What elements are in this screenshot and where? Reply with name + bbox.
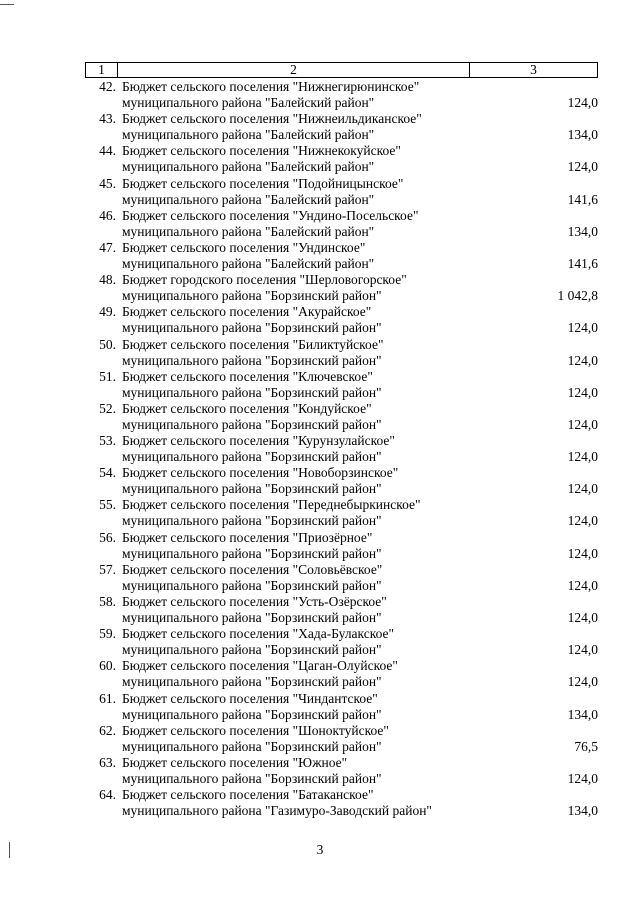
row-title-line2: муниципального района "Борзинский район": [122, 545, 382, 561]
page-number: 3: [316, 842, 324, 857]
row-title-line1: Бюджет сельского поселения "Курунзулайское": [122, 433, 395, 449]
row-amount: 134,0: [567, 706, 598, 722]
table-row: [0, 497, 640, 529]
row-amount: 124,0: [567, 610, 598, 625]
row-title-line1: Бюджет сельского поселения "Южное": [122, 754, 348, 770]
header-col-2: 2: [118, 63, 470, 78]
row-number: 51.: [99, 368, 116, 384]
table-row: [0, 79, 640, 111]
row-amount: 141,6: [567, 255, 598, 271]
row-title-line2: муниципального района "Борзинский район": [122, 706, 382, 722]
row-number: 53.: [99, 433, 116, 449]
row-title-line1: Бюджет сельского поселения "Батаканское": [122, 787, 374, 803]
row-amount: 76,5: [574, 738, 598, 754]
row-title-line1: Бюджет сельского поселения "Новоборзинское": [122, 465, 399, 481]
row-title-line2: муниципального района "Борзинский район": [122, 577, 382, 593]
table-row: [0, 530, 640, 562]
row-title-line2: муниципального района "Борзинский район": [122, 320, 382, 336]
row-number: 46.: [99, 207, 116, 223]
table-row: [0, 304, 640, 336]
table-row: [0, 658, 640, 690]
row-title-line1: Бюджет сельского поселения "Усть-Озёрское": [122, 594, 387, 609]
row-title-line1: Бюджет сельского поселения "Кондуйское": [122, 400, 372, 416]
row-number: 48.: [99, 272, 116, 288]
row-amount: 1 042,8: [557, 288, 598, 304]
row-title-line2: муниципального района "Газимуро-Заводский район": [122, 803, 432, 819]
table-row: [0, 369, 640, 401]
row-title-line2: муниципального района "Борзинский район": [122, 610, 382, 625]
row-amount: 134,0: [567, 803, 598, 819]
row-title-line1: Бюджет сельского поселения "Переднебыркинское": [122, 497, 421, 513]
row-title-line1: Бюджет сельского поселения "Акурайское": [122, 304, 372, 320]
row-title-line1: Бюджет сельского поселения "Нижнегирюнинское": [122, 79, 420, 94]
row-title-line2: муниципального района "Балейский район": [122, 191, 375, 207]
row-title-line1: Бюджет городского поселения "Шерловогорское": [122, 272, 407, 288]
table-row: [0, 723, 640, 755]
row-number: 50.: [99, 336, 116, 352]
table-header: [85, 62, 598, 78]
table-row: [0, 755, 640, 787]
row-number: 61.: [99, 690, 116, 706]
row-title-line2: муниципального района "Балейский район": [122, 223, 375, 239]
table-row: [0, 337, 640, 369]
row-amount: 124,0: [567, 384, 598, 400]
row-number: 60.: [99, 658, 116, 674]
row-amount: 124,0: [567, 159, 598, 175]
row-amount: 124,0: [567, 481, 598, 497]
row-title-line1: Бюджет сельского поселения "Шоноктуйское": [122, 722, 389, 738]
row-title-line2: муниципального района "Борзинский район": [122, 481, 382, 497]
table-row: [0, 465, 640, 497]
table-row: [0, 562, 640, 594]
row-title-line2: муниципального района "Борзинский район": [122, 384, 382, 400]
row-amount: 124,0: [567, 449, 598, 465]
row-number: 58.: [99, 594, 116, 609]
row-title-line1: Бюджет сельского поселения "Нижнеильдиканское": [122, 111, 422, 127]
row-number: 44.: [99, 143, 116, 159]
row-title-line2: муниципального района "Борзинский район": [122, 738, 382, 754]
row-title-line2: муниципального района "Борзинский район": [122, 513, 382, 529]
row-number: 62.: [99, 722, 116, 738]
row-title-line2: муниципального района "Балейский район": [122, 95, 375, 110]
row-number: 49.: [99, 304, 116, 320]
row-title-line2: муниципального района "Борзинский район": [122, 288, 382, 304]
row-title-line2: муниципального района "Борзинский район": [122, 416, 382, 432]
row-amount: 124,0: [567, 513, 598, 529]
row-title-line1: Бюджет сельского поселения "Подойницынское": [122, 175, 404, 191]
table-row: [0, 208, 640, 240]
row-number: 55.: [99, 497, 116, 513]
table-row: [0, 272, 640, 304]
row-title-line1: Бюджет сельского поселения "Нижнекокуйское": [122, 143, 401, 159]
table-row: [0, 240, 640, 272]
table-row: [0, 626, 640, 658]
row-title-line2: муниципального района "Борзинский район": [122, 770, 382, 786]
table-row: [0, 594, 640, 626]
row-number: 57.: [99, 561, 116, 577]
header-col-1: 1: [86, 63, 118, 78]
row-title-line2: муниципального района "Борзинский район": [122, 352, 382, 368]
row-title-line1: Бюджет сельского поселения "Соловьёвское": [122, 561, 383, 577]
row-amount: 124,0: [567, 674, 598, 690]
row-title-line1: Бюджет сельского поселения "Чиндантское": [122, 690, 378, 706]
row-title-line1: Бюджет сельского поселения "Ключевское": [122, 368, 373, 384]
row-number: 59.: [99, 626, 116, 642]
row-amount: 124,0: [567, 95, 598, 110]
table-row: [0, 787, 640, 819]
row-amount: 124,0: [567, 416, 598, 432]
row-number: 63.: [99, 754, 116, 770]
row-amount: 124,0: [567, 770, 598, 786]
row-amount: 124,0: [567, 352, 598, 368]
row-number: 42.: [99, 79, 116, 94]
row-number: 64.: [99, 787, 116, 803]
table-row: [0, 433, 640, 465]
row-amount: 124,0: [567, 545, 598, 561]
row-amount: 134,0: [567, 127, 598, 143]
table-row: [0, 176, 640, 208]
row-number: 56.: [99, 529, 116, 545]
table-body: [0, 79, 640, 819]
scan-mark-top: [0, 4, 14, 5]
header-col-3: 3: [470, 63, 598, 78]
row-title-line1: Бюджет сельского поселения "Ундинское": [122, 239, 366, 255]
row-title-line1: Бюджет сельского поселения "Цаган-Олуйское": [122, 658, 398, 674]
row-number: 43.: [99, 111, 116, 127]
row-title-line2: муниципального района "Борзинский район": [122, 642, 382, 658]
row-number: 47.: [99, 239, 116, 255]
row-amount: 124,0: [567, 642, 598, 658]
row-title-line1: Бюджет сельского поселения "Ундино-Посельское": [122, 207, 419, 223]
row-number: 45.: [99, 175, 116, 191]
row-amount: 124,0: [567, 577, 598, 593]
row-amount: 134,0: [567, 223, 598, 239]
table-row: [0, 143, 640, 175]
row-title-line2: муниципального района "Балейский район": [122, 127, 375, 143]
row-title-line2: муниципального района "Балейский район": [122, 159, 375, 175]
row-number: 52.: [99, 400, 116, 416]
table-row: [0, 691, 640, 723]
row-amount: 124,0: [567, 320, 598, 336]
table-row: [0, 111, 640, 143]
row-title-line2: муниципального района "Балейский район": [122, 255, 375, 271]
row-title-line1: Бюджет сельского поселения "Хада-Булакское": [122, 626, 395, 642]
row-title-line1: Бюджет сельского поселения "Биликтуйское": [122, 336, 384, 352]
table-row: [0, 401, 640, 433]
row-amount: 141,6: [567, 191, 598, 207]
row-title-line1: Бюджет сельского поселения "Приозёрное": [122, 529, 373, 545]
row-number: 54.: [99, 465, 116, 481]
row-title-line2: муниципального района "Борзинский район": [122, 449, 382, 465]
row-title-line2: муниципального района "Борзинский район": [122, 674, 382, 690]
